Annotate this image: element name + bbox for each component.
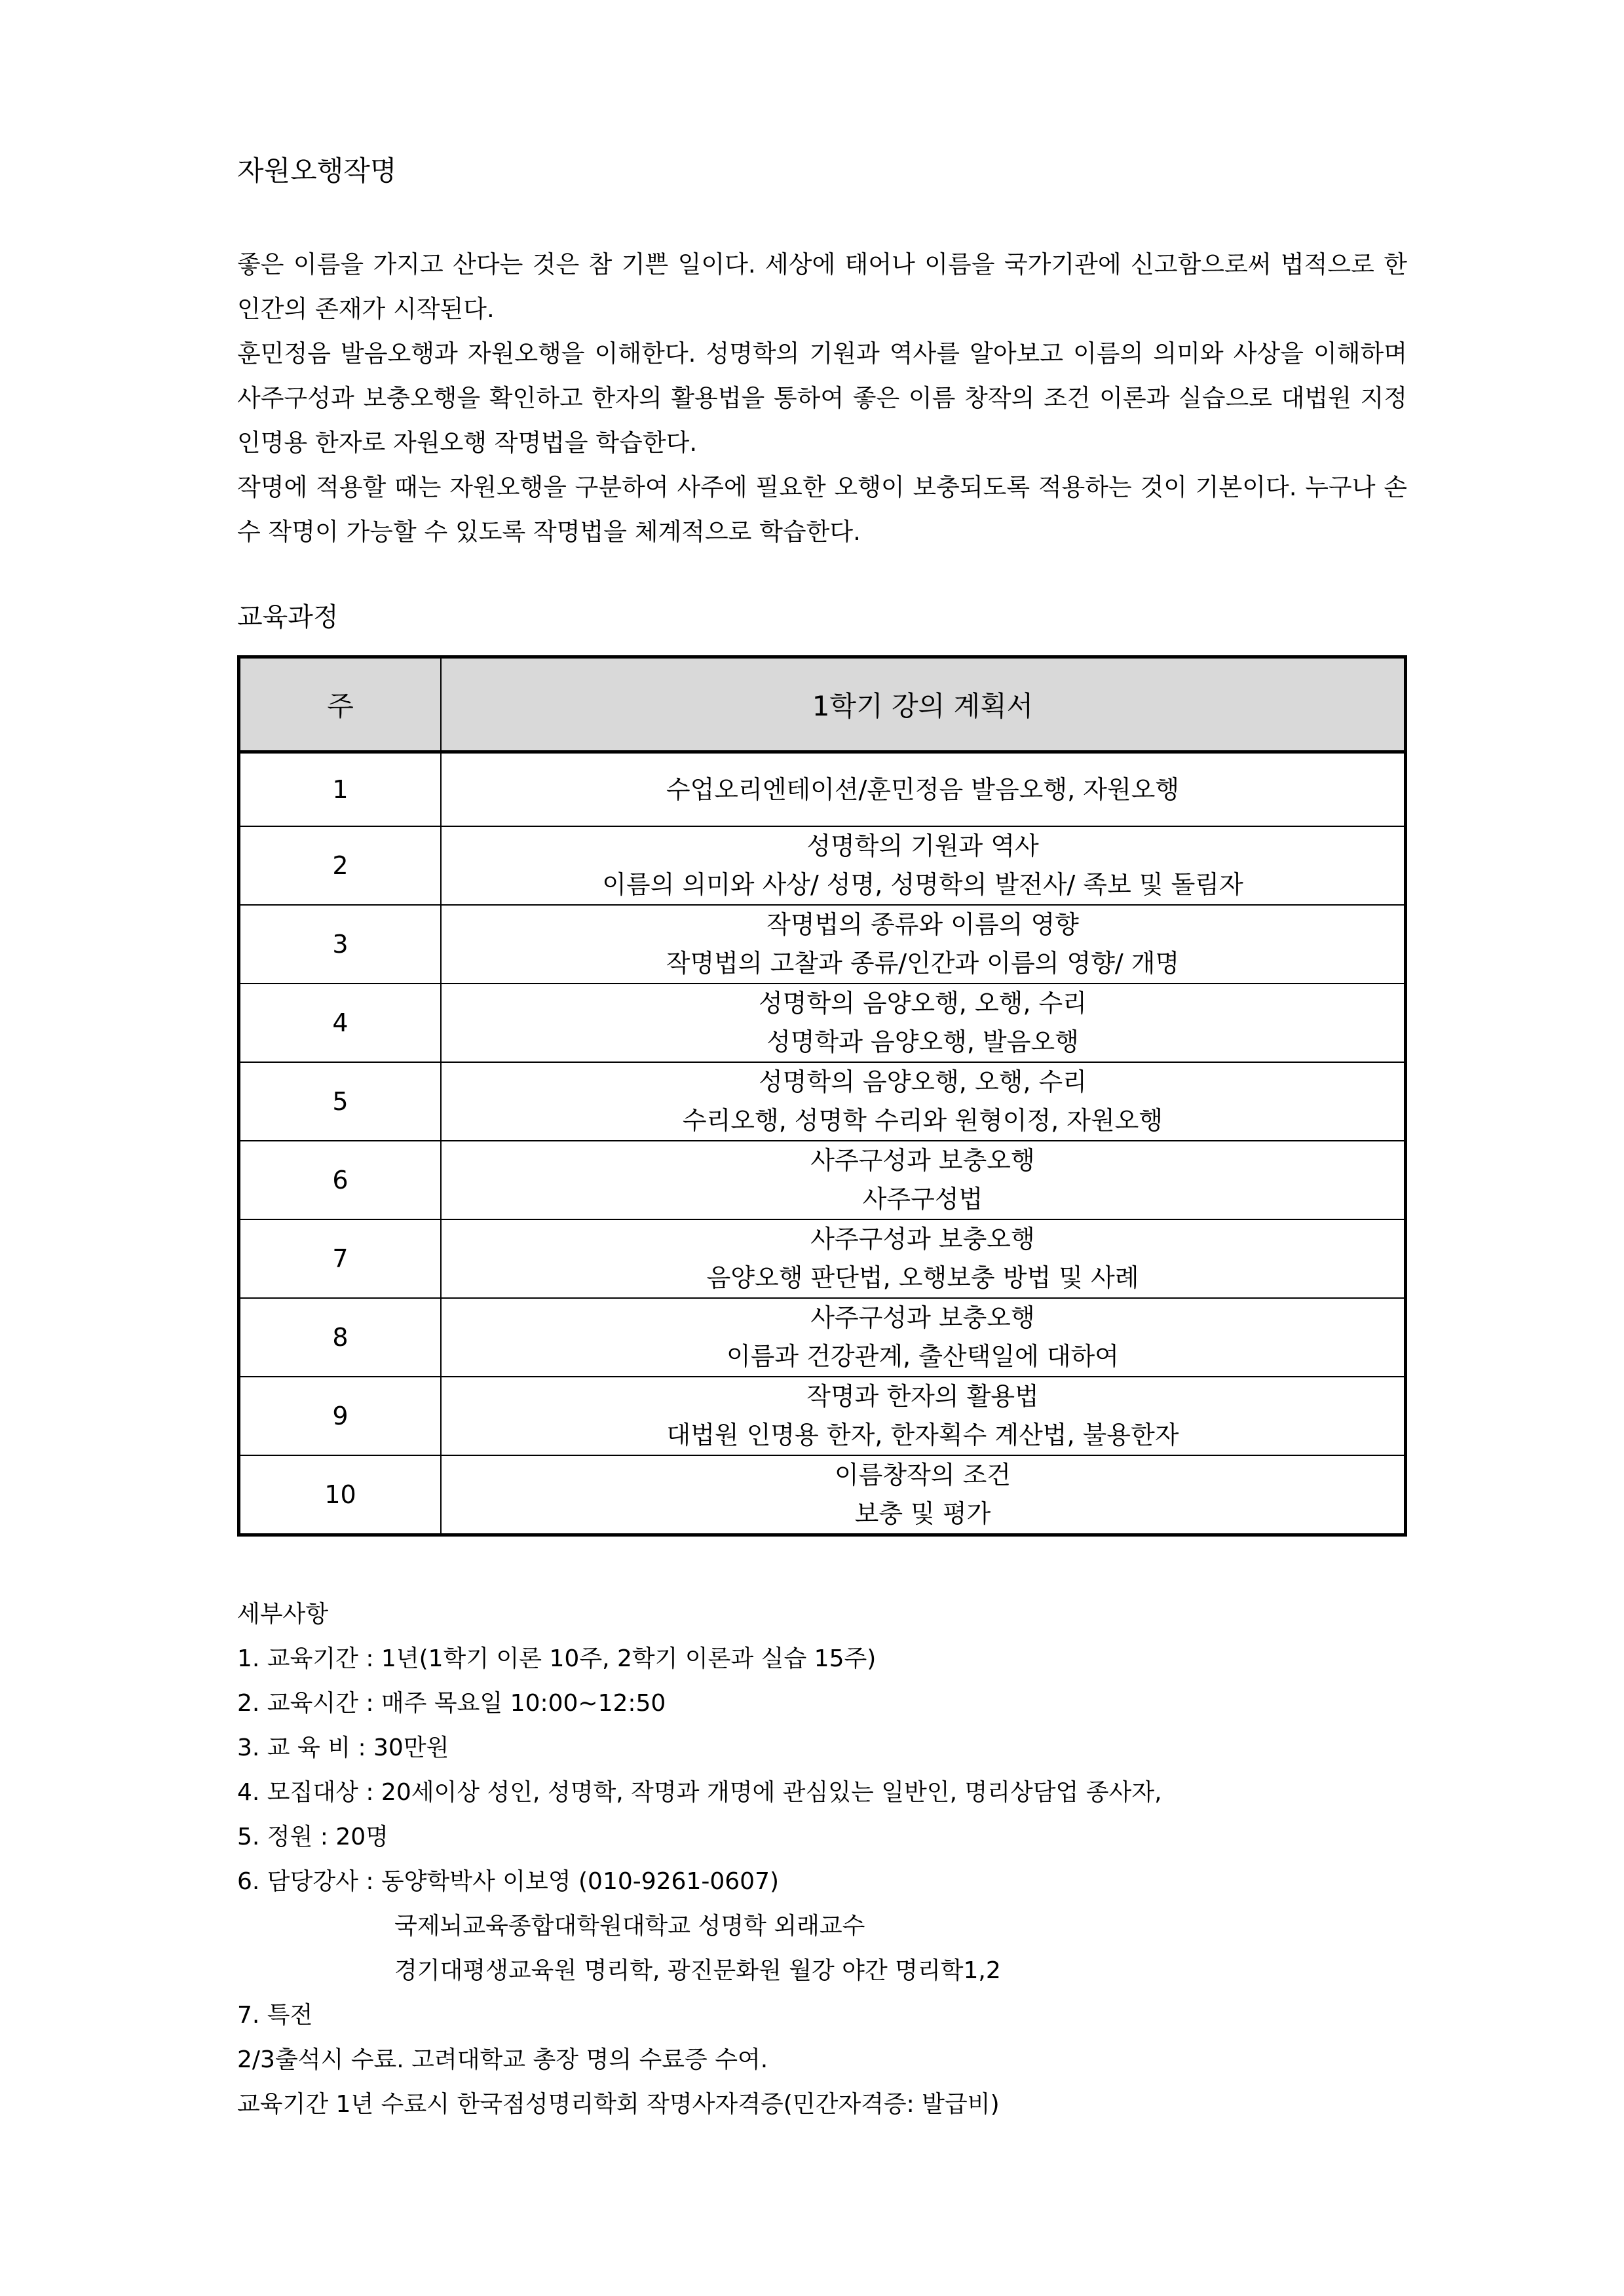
- topic-line: 이름창작의 조건: [834, 1461, 1011, 1489]
- week-number: 9: [239, 1377, 442, 1455]
- details-section: [237, 1592, 1162, 2127]
- instructor-credential: 국제뇌교육종합대학원대학교 성명학 외래교수: [394, 1913, 865, 1940]
- week-number: 3: [239, 905, 442, 984]
- topic-line: 이름의 의미와 사상/ 성명, 성명학의 발전사/ 족보 및 돌림자: [602, 870, 1243, 899]
- week-topic: [441, 1062, 1406, 1141]
- topic-line: 사주구성과 보충오행: [810, 1146, 1035, 1175]
- week-topic: [441, 1377, 1406, 1455]
- detail-item: 4. 모집대상 : 20세이상 성인, 성명학, 작명과 개명에 관심있는 일반인, 명리상담업 종사자,: [237, 1779, 1162, 1806]
- week-number: 10: [239, 1455, 442, 1535]
- table-row: [239, 1141, 1406, 1219]
- table-row: [239, 1455, 1406, 1535]
- topic-line: 작명법의 고찰과 종류/인간과 이름의 영향/ 개명: [666, 949, 1180, 978]
- table-row: [239, 826, 1406, 905]
- week-column-header: 주: [239, 657, 442, 752]
- topic-line: 수업오리엔테이션/훈민정음 발음오행, 자원오행: [666, 775, 1180, 804]
- topic-line: 사주구성법: [862, 1185, 983, 1214]
- week-number: 5: [239, 1062, 442, 1141]
- week-topic: [441, 905, 1406, 984]
- week-topic: [441, 1455, 1406, 1535]
- topic-line: 작명과 한자의 활용법: [806, 1382, 1039, 1411]
- week-topic: [441, 826, 1406, 905]
- topic-line: 작명법의 종류와 이름의 영향: [766, 910, 1079, 939]
- curriculum-table: [237, 655, 1407, 1537]
- plan-column-header: 1학기 강의 계획서: [441, 657, 1406, 752]
- topic-line: 대법원 인명용 한자, 한자획수 계산법, 불용한자: [666, 1421, 1179, 1449]
- topic-line: 성명학의 음양오행, 오행, 수리: [759, 989, 1087, 1018]
- intro-paragraph: 작명에 적용할 때는 자원오행을 구분하여 사주에 필요한 오행이 보충되도록 적용하는 것이 기본이다. 누구나 손수 작명이 가능할 수 있도록 작명법을 체계적으로 학습한다.: [237, 473, 1407, 546]
- week-number: 7: [239, 1219, 442, 1298]
- intro-section: [237, 242, 1407, 554]
- document-title: 자원오행작명: [237, 155, 397, 187]
- detail-item: 6. 담당강사 : 동양학박사 이보영 (010-9261-0607): [237, 1868, 780, 1895]
- benefit-item: 교육기간 1년 수료시 한국점성명리학회 작명사자격증(민간자격증: 발급비): [237, 2091, 1000, 2118]
- week-topic: [441, 752, 1406, 827]
- topic-line: 사주구성과 보충오행: [810, 1303, 1035, 1332]
- detail-item: 5. 정원 : 20명: [237, 1824, 388, 1850]
- table-row: [239, 1298, 1406, 1377]
- topic-line: 보충 및 평가: [854, 1499, 991, 1528]
- instructor-credential: 경기대평생교육원 명리학, 광진문화원 월강 야간 명리학1,2: [394, 1957, 1001, 1984]
- detail-item: 1. 교육기간 : 1년(1학기 이론 10주, 2학기 이론과 실습 15주): [237, 1645, 877, 1672]
- week-number: 2: [239, 826, 442, 905]
- topic-line: 성명학의 음양오행, 오행, 수리: [759, 1067, 1087, 1096]
- week-number: 1: [239, 752, 442, 827]
- table-row: [239, 984, 1406, 1062]
- week-topic: [441, 1298, 1406, 1377]
- topic-line: 사주구성과 보충오행: [810, 1225, 1035, 1253]
- table-row: [239, 905, 1406, 984]
- table-row: [239, 1062, 1406, 1141]
- week-number: 4: [239, 984, 442, 1062]
- week-topic: [441, 984, 1406, 1062]
- topic-line: 수리오행, 성명학 수리와 원형이정, 자원오행: [682, 1106, 1163, 1135]
- week-topic: [441, 1141, 1406, 1219]
- details-heading: 세부사항: [237, 1601, 329, 1628]
- topic-line: 음양오행 판단법, 오행보충 방법 및 사례: [706, 1263, 1139, 1292]
- table-row: [239, 1377, 1406, 1455]
- table-row: [239, 1219, 1406, 1298]
- topic-line: 성명학과 음양오행, 발음오행: [766, 1027, 1079, 1056]
- table-row: [239, 752, 1406, 827]
- intro-paragraph: 좋은 이름을 가지고 산다는 것은 참 기쁜 일이다. 세상에 태어나 이름을 국가기관에 신고함으로써 법적으로 한 인간의 존재가 시작된다.: [237, 250, 1407, 323]
- week-topic: [441, 1219, 1406, 1298]
- intro-paragraph: 훈민정음 발음오행과 자원오행을 이해한다. 성명학의 기원과 역사를 알아보고 이름의 의미와 사상을 이해하며 사주구성과 보충오행을 확인하고 한자의 활용법을 통하여 좋은 이름 창작의 조건 이론과 실습으로 대법원 지정 인명용 한자로 자원오행 작명법을 학습한다.: [237, 339, 1407, 457]
- detail-item: 3. 교 육 비 : 30만원: [237, 1734, 449, 1761]
- curriculum-heading: 교육과정: [237, 602, 339, 632]
- benefit-heading: 7. 특전: [237, 2002, 313, 2029]
- week-number: 6: [239, 1141, 442, 1219]
- week-number: 8: [239, 1298, 442, 1377]
- benefit-item: 2/3출석시 수료. 고려대학교 총장 명의 수료증 수여.: [237, 2046, 768, 2073]
- topic-line: 이름과 건강관계, 출산택일에 대하여: [727, 1342, 1119, 1371]
- topic-line: 성명학의 기원과 역사: [806, 832, 1039, 860]
- detail-item: 2. 교육시간 : 매주 목요일 10:00~12:50: [237, 1690, 666, 1717]
- table-header-row: [239, 657, 1406, 752]
